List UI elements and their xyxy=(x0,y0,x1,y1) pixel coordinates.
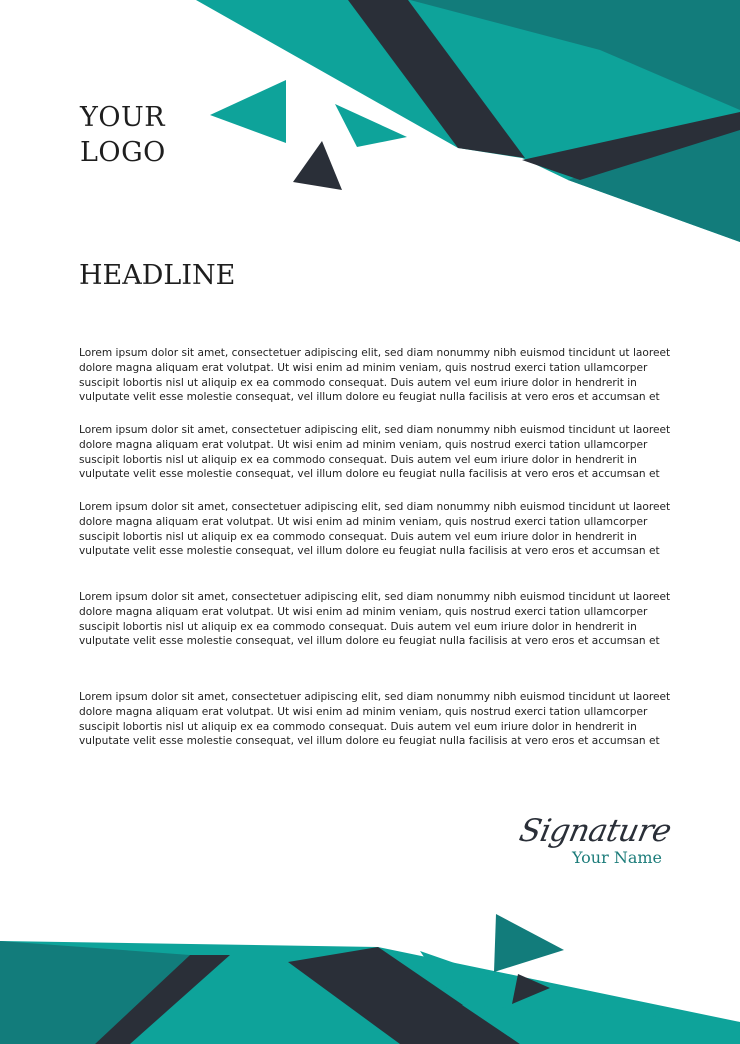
paragraph-line: Lorem ipsum dolor sit amet, consectetuer adipiscing elit, sed diam nonummy nibh euismod tincidunt ut laoreet xyxy=(79,691,671,703)
signer-name: Your Name xyxy=(572,848,663,867)
paragraph-line: Lorem ipsum dolor sit amet, consectetuer adipiscing elit, sed diam nonummy nibh euismod tincidunt ut laoreet xyxy=(79,424,671,436)
paragraph-line: vulputate velit esse molestie consequat, vel illum dolore eu feugiat nulla facilisis at vero eros et accumsan et xyxy=(79,735,660,748)
paragraph-line: Lorem ipsum dolor sit amet, consectetuer adipiscing elit, sed diam nonummy nibh euismod tincidunt ut laoreet xyxy=(79,591,671,603)
logo-line-2: LOGO xyxy=(80,137,166,168)
paragraph-line: dolore magna aliquam erat volutpat. Ut wisi enim ad minim veniam, quis nostrud exerci tation ullamcorper xyxy=(79,361,648,374)
body-paragraph-2 xyxy=(79,423,679,482)
signature-script: Signature xyxy=(516,813,675,849)
paragraph-line: dolore magna aliquam erat volutpat. Ut wisi enim ad minim veniam, quis nostrud exerci tation ullamcorper xyxy=(79,605,648,618)
body-paragraph-3 xyxy=(79,500,679,559)
paragraph-line: vulputate velit esse molestie consequat, vel illum dolore eu feugiat nulla facilisis at vero eros et accumsan et xyxy=(79,545,660,558)
paragraph-line: suscipit lobortis nisl ut aliquip ex ea commodo consequat. Duis autem vel eum iriure dolor in hendrerit in xyxy=(79,376,637,389)
paragraph-line: dolore magna aliquam erat volutpat. Ut wisi enim ad minim veniam, quis nostrud exerci tation ullamcorper xyxy=(79,515,648,528)
paragraph-line: dolore magna aliquam erat volutpat. Ut wisi enim ad minim veniam, quis nostrud exerci tation ullamcorper xyxy=(79,705,648,718)
paragraph-line: Lorem ipsum dolor sit amet, consectetuer adipiscing elit, sed diam nonummy nibh euismod tincidunt ut laoreet xyxy=(79,347,671,359)
paragraph-line: suscipit lobortis nisl ut aliquip ex ea commodo consequat. Duis autem vel eum iriure dolor in hendrerit in xyxy=(79,720,637,733)
paragraph-line: dolore magna aliquam erat volutpat. Ut wisi enim ad minim veniam, quis nostrud exerci tation ullamcorper xyxy=(79,438,648,451)
paragraph-line: suscipit lobortis nisl ut aliquip ex ea commodo consequat. Duis autem vel eum iriure dolor in hendrerit in xyxy=(79,453,637,466)
body-paragraph-4 xyxy=(79,590,679,649)
body-paragraph-1 xyxy=(79,346,679,405)
company-logo xyxy=(80,100,166,170)
footer-dark-teal-triangle xyxy=(494,914,564,972)
headline: HEADLINE xyxy=(79,260,236,291)
paragraph-line: vulputate velit esse molestie consequat, vel illum dolore eu feugiat nulla facilisis at vero eros et accumsan et xyxy=(79,391,660,404)
paragraph-line: vulputate velit esse molestie consequat, vel illum dolore eu feugiat nulla facilisis at vero eros et accumsan et xyxy=(79,635,660,648)
paragraph-line: vulputate velit esse molestie consequat, vel illum dolore eu feugiat nulla facilisis at vero eros et accumsan et xyxy=(79,468,660,481)
body-paragraph-5 xyxy=(79,690,679,749)
paragraph-line: Lorem ipsum dolor sit amet, consectetuer adipiscing elit, sed diam nonummy nibh euismod tincidunt ut laoreet xyxy=(79,501,671,513)
paragraph-line: suscipit lobortis nisl ut aliquip ex ea commodo consequat. Duis autem vel eum iriure dolor in hendrerit in xyxy=(79,530,637,543)
paragraph-line: suscipit lobortis nisl ut aliquip ex ea commodo consequat. Duis autem vel eum iriure dolor in hendrerit in xyxy=(79,620,637,633)
logo-line-1: YOUR xyxy=(80,102,166,133)
